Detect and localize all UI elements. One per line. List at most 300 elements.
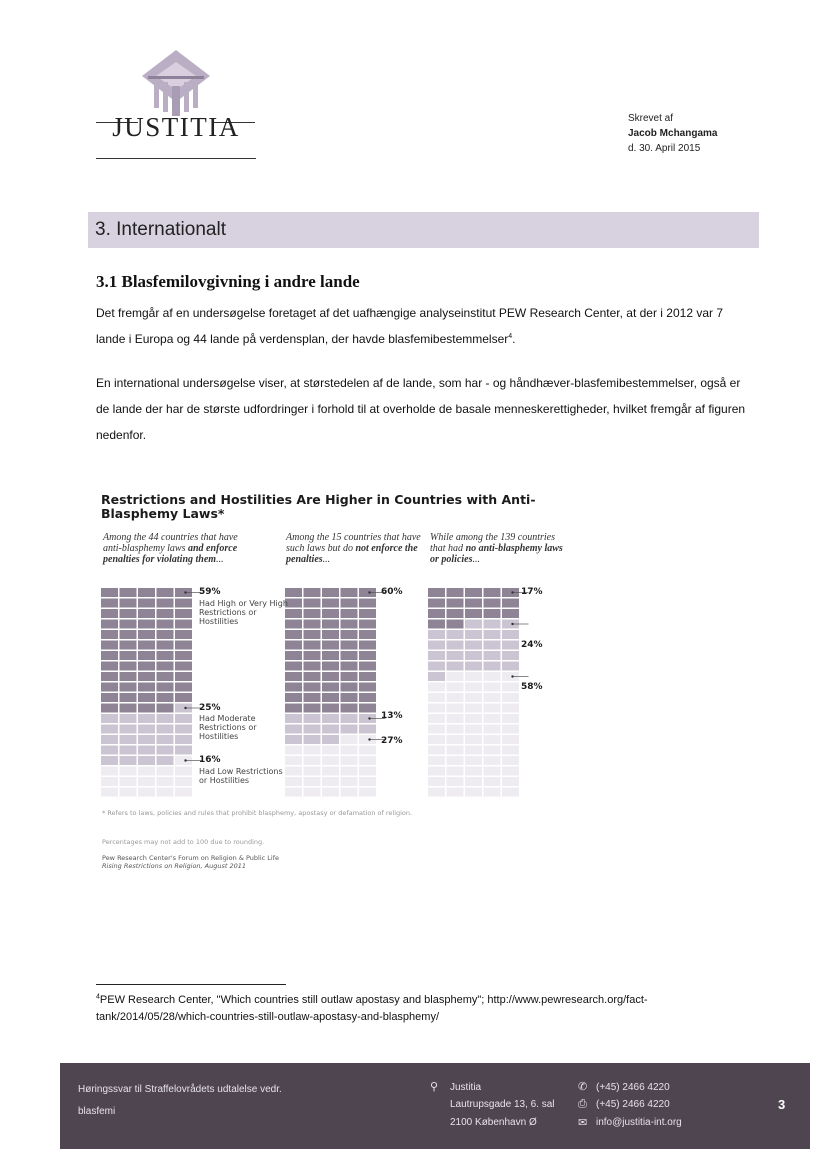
- byline-author: Jacob Mchangama: [628, 128, 718, 139]
- waffle-cell-col3-low: [447, 777, 464, 786]
- waffle-cell-col3-low: [428, 756, 445, 765]
- waffle-cell-col1-high: [138, 588, 155, 597]
- waffle-cell-col1-low: [138, 777, 155, 786]
- waffle-cell-col1-moderate: [157, 725, 174, 734]
- waffle-cell-col2-moderate: [304, 714, 321, 723]
- waffle-cell-col3-high: [447, 588, 464, 597]
- waffle-cell-col2-high: [322, 672, 339, 681]
- waffle-cell-col2-high: [285, 693, 302, 702]
- waffle-cell-col3-low: [502, 693, 519, 702]
- waffle-cell-col1-moderate: [138, 725, 155, 734]
- waffle-cell-col1-moderate: [138, 746, 155, 755]
- waffle-cell-col1-moderate: [120, 735, 137, 744]
- waffle-cell-col3-low: [428, 788, 445, 797]
- waffle-cell-col2-high: [341, 704, 358, 713]
- waffle-cell-col3-low: [484, 704, 501, 713]
- waffle-cell-col1-moderate: [138, 714, 155, 723]
- waffle-cell-col3-low: [428, 714, 445, 723]
- waffle-cell-col3-high: [465, 599, 482, 608]
- footer-address2: 2100 København Ø: [450, 1117, 537, 1128]
- waffle-cell-col3-low: [465, 725, 482, 734]
- waffle-cell-col3-moderate: [502, 641, 519, 650]
- waffle-cell-col3-low: [428, 725, 445, 734]
- waffle-cell-col3-low: [447, 735, 464, 744]
- waffle-cell-col1-low: [157, 767, 174, 776]
- waffle-cell-col1-low: [101, 777, 118, 786]
- chart-source: Pew Research Center's Forum on Religion & Public Life: [102, 854, 279, 862]
- waffle-cell-col3-low: [465, 714, 482, 723]
- waffle-cell-col1-high: [120, 620, 137, 629]
- waffle-cell-col1-moderate: [175, 746, 192, 755]
- waffle-cell-col3-high: [465, 588, 482, 597]
- waffle-cell-col1-low: [138, 788, 155, 797]
- waffle-cell-col2-low: [341, 756, 358, 765]
- waffle-cell-col1-high: [175, 641, 192, 650]
- waffle-cell-col3-moderate: [428, 651, 445, 660]
- waffle-cell-col1-high: [138, 662, 155, 671]
- waffle-cell-col3-high: [502, 599, 519, 608]
- waffle-cell-col1-high: [138, 683, 155, 692]
- waffle-cell-col3-low: [502, 777, 519, 786]
- waffle-cell-col3-low: [428, 683, 445, 692]
- waffle-cell-col3-low: [502, 704, 519, 713]
- waffle-cell-col3-high: [428, 620, 445, 629]
- waffle-cell-col1-high: [138, 641, 155, 650]
- waffle-cell-col2-high: [341, 683, 358, 692]
- waffle-cell-col3-low: [465, 756, 482, 765]
- waffle-cell-col2-high: [359, 672, 376, 681]
- waffle-cell-col3-moderate: [465, 662, 482, 671]
- waffle-cell-col2-high: [359, 609, 376, 618]
- waffle-cell-col3-moderate: [447, 651, 464, 660]
- waffle-cell-col3-low: [502, 746, 519, 755]
- waffle-cell-col2-high: [359, 683, 376, 692]
- pct-label-col2-moderate: 13%: [381, 711, 403, 721]
- email-icon: ✉: [578, 1117, 588, 1129]
- waffle-cell-col3-low: [447, 714, 464, 723]
- waffle-cell-col2-high: [341, 641, 358, 650]
- waffle-cell-col1-high: [157, 588, 174, 597]
- waffle-cell-col3-moderate: [502, 662, 519, 671]
- column-label-no-laws-end: ...: [472, 554, 480, 565]
- waffle-cell-col2-low: [341, 767, 358, 776]
- waffle-cell-col1-high: [175, 599, 192, 608]
- waffle-cell-col1-high: [120, 683, 137, 692]
- waffle-cell-col1-high: [101, 662, 118, 671]
- waffle-cell-col1-high: [175, 672, 192, 681]
- waffle-cell-col2-high: [322, 641, 339, 650]
- waffle-cell-col1-moderate: [120, 746, 137, 755]
- waffle-cell-col3-moderate: [465, 620, 482, 629]
- waffle-cell-col2-high: [285, 651, 302, 660]
- waffle-cell-col1-high: [175, 609, 192, 618]
- waffle-cell-col1-high: [175, 662, 192, 671]
- waffle-cell-col1-high: [101, 599, 118, 608]
- waffle-cell-col2-high: [322, 693, 339, 702]
- waffle-cell-col1-high: [157, 672, 174, 681]
- waffle-cell-col2-low: [341, 746, 358, 755]
- waffle-cell-col2-low: [341, 735, 358, 744]
- waffle-cell-col2-high: [304, 620, 321, 629]
- subsection-heading: 3.1 Blasfemilovgivning i andre lande: [96, 272, 360, 291]
- waffle-cell-col1-low: [175, 788, 192, 797]
- waffle-cell-col1-high: [101, 630, 118, 639]
- waffle-cell-col1-low: [157, 788, 174, 797]
- waffle-cell-col2-low: [359, 746, 376, 755]
- waffle-cell-col2-high: [304, 641, 321, 650]
- waffle-cell-col3-low: [465, 693, 482, 702]
- pct-label-col2-low: 27%: [381, 736, 403, 746]
- footer-email[interactable]: info@justitia-int.org: [596, 1117, 682, 1128]
- waffle-cell-col2-moderate: [304, 735, 321, 744]
- page-number: 3: [778, 1097, 786, 1112]
- justitia-logo-icon: [96, 48, 256, 163]
- waffle-cell-col1-high: [101, 683, 118, 692]
- leader-dot-col1-low: [184, 759, 186, 761]
- waffle-cell-col1-high: [120, 662, 137, 671]
- waffle-cell-col2-low: [304, 767, 321, 776]
- paragraph-1-end: .: [512, 332, 516, 346]
- waffle-cell-col2-high: [285, 672, 302, 681]
- leader-dot-col2-low: [368, 738, 370, 740]
- waffle-cell-col3-moderate: [484, 630, 501, 639]
- waffle-cell-col3-low: [447, 725, 464, 734]
- waffle-cell-col3-low: [465, 788, 482, 797]
- waffle-cell-col1-high: [101, 651, 118, 660]
- chart-source-title: Rising Restrictions on Religion, August 2011: [102, 862, 247, 870]
- footer-title-line1: Høringssvar til Straffelovrådets udtalelse vedr.: [78, 1084, 282, 1095]
- waffle-cell-col3-low: [502, 735, 519, 744]
- waffle-cell-col2-high: [341, 630, 358, 639]
- waffle-cell-col3-moderate: [484, 641, 501, 650]
- waffle-cell-col2-high: [304, 683, 321, 692]
- leader-dot-col1-high: [184, 591, 186, 593]
- column-label-not-enforce-text: Among the 15 countries that have such laws but do: [286, 532, 421, 554]
- desc-col1-moderate: Had Moderate Restrictions or Hostilities: [199, 714, 257, 741]
- waffle-cell-col2-high: [359, 599, 376, 608]
- column-label-enforce: [103, 532, 243, 565]
- leader-dot-col3-low: [511, 675, 513, 677]
- waffle-cell-col3-moderate: [484, 620, 501, 629]
- waffle-cell-col2-high: [322, 704, 339, 713]
- waffle-cell-col3-low: [502, 683, 519, 692]
- waffle-cell-col1-high: [175, 620, 192, 629]
- waffle-cell-col3-low: [428, 735, 445, 744]
- waffle-cell-col1-low: [138, 767, 155, 776]
- waffle-cell-col2-high: [359, 641, 376, 650]
- waffle-cell-col3-moderate: [502, 630, 519, 639]
- waffle-cell-col2-high: [341, 693, 358, 702]
- pct-label-col1-moderate: 25%: [199, 703, 221, 713]
- phone-icon: ✆: [578, 1081, 588, 1093]
- waffle-cell-col3-high: [502, 609, 519, 618]
- waffle-cell-col3-moderate: [502, 651, 519, 660]
- footnote-reference[interactable]: 4: [508, 333, 513, 340]
- column-label-enforce-end: ...: [216, 554, 224, 565]
- footer-fax: (+45) 2466 4220: [596, 1099, 670, 1110]
- pct-label-col1-high: 59%: [199, 587, 221, 597]
- waffle-cell-col2-high: [341, 609, 358, 618]
- waffle-cell-col2-high: [359, 630, 376, 639]
- waffle-cell-col3-high: [428, 588, 445, 597]
- waffle-cell-col2-high: [322, 630, 339, 639]
- waffle-cell-col1-moderate: [120, 725, 137, 734]
- waffle-cell-col1-high: [138, 704, 155, 713]
- waffle-cell-col1-high: [157, 651, 174, 660]
- waffle-cell-col2-high: [304, 672, 321, 681]
- waffle-cell-col1-high: [120, 599, 137, 608]
- waffle-cell-col1-high: [138, 651, 155, 660]
- waffle-cell-col3-moderate: [465, 651, 482, 660]
- logo-wordmark: JUSTITIA: [112, 112, 240, 142]
- byline-date: d. 30. April 2015: [628, 143, 701, 154]
- waffle-cell-col2-high: [285, 630, 302, 639]
- waffle-cell-col3-moderate: [484, 662, 501, 671]
- waffle-cell-col2-high: [285, 683, 302, 692]
- waffle-cell-col2-low: [359, 788, 376, 797]
- waffle-cell-col3-moderate: [428, 662, 445, 671]
- waffle-cell-col1-high: [138, 693, 155, 702]
- waffle-cell-col1-moderate: [157, 756, 174, 765]
- waffle-cell-col3-low: [428, 777, 445, 786]
- waffle-cell-col1-high: [138, 630, 155, 639]
- waffle-cell-col1-high: [175, 651, 192, 660]
- footnote-number: 4: [96, 993, 100, 1001]
- column-label-not-enforce: [286, 532, 426, 565]
- waffle-cell-col1-moderate: [101, 746, 118, 755]
- waffle-cell-col3-high: [447, 599, 464, 608]
- waffle-cell-col2-low: [304, 756, 321, 765]
- waffle-cell-col2-high: [304, 662, 321, 671]
- waffle-cell-col3-low: [447, 693, 464, 702]
- waffle-cell-col2-low: [359, 756, 376, 765]
- waffle-cell-col1-low: [157, 777, 174, 786]
- chart-title: Restrictions and Hostilities Are Higher in Countries with Anti-Blasphemy Laws*: [101, 492, 536, 521]
- chart-note-definition: * Refers to laws, policies and rules that prohibit blasphemy, apostasy or defamation of religion.: [102, 809, 413, 817]
- waffle-cell-col2-moderate: [359, 725, 376, 734]
- waffle-cell-col2-low: [304, 788, 321, 797]
- desc-col1-low: Had Low Restrictions or Hostilities: [199, 767, 283, 785]
- waffle-cell-col1-moderate: [157, 714, 174, 723]
- leader-dot-col3-high: [511, 591, 513, 593]
- waffle-cell-col2-low: [359, 767, 376, 776]
- page-footer: [60, 1063, 810, 1149]
- pct-label-col3-moderate: 24%: [521, 640, 543, 650]
- waffle-cell-col3-low: [447, 704, 464, 713]
- paragraph-1-text: Det fremgår af en undersøgelse foretaget af det uafhængige analyseinstitut PEW Research Center, at der i 2012 var 7 lande i Europa og 44 lande på verdensplan, der havde blasfemibestemmelser: [96, 306, 724, 346]
- fax-icon: ⎙: [578, 1098, 587, 1110]
- waffle-cell-col1-high: [101, 620, 118, 629]
- waffle-cell-col2-high: [341, 588, 358, 597]
- waffle-cell-col3-low: [465, 767, 482, 776]
- waffle-cell-col1-low: [120, 777, 137, 786]
- waffle-cell-col1-high: [101, 704, 118, 713]
- waffle-cell-col2-low: [304, 746, 321, 755]
- waffle-cell-col1-high: [101, 609, 118, 618]
- waffle-cell-col1-high: [157, 693, 174, 702]
- waffle-cell-col2-high: [359, 662, 376, 671]
- waffle-cell-col2-moderate: [341, 714, 358, 723]
- waffle-cell-col3-moderate: [465, 630, 482, 639]
- waffle-cell-col2-low: [341, 777, 358, 786]
- waffle-cell-col1-high: [175, 630, 192, 639]
- waffle-cell-col1-moderate: [120, 756, 137, 765]
- waffle-cell-col3-low: [447, 683, 464, 692]
- waffle-cell-col1-moderate: [138, 735, 155, 744]
- waffle-cell-col1-high: [120, 651, 137, 660]
- waffle-cell-col2-high: [304, 693, 321, 702]
- waffle-cell-col1-moderate: [175, 714, 192, 723]
- waffle-cell-col2-low: [322, 788, 339, 797]
- waffle-cell-col2-moderate: [322, 735, 339, 744]
- waffle-cell-col3-moderate: [447, 641, 464, 650]
- waffle-cell-col1-low: [175, 777, 192, 786]
- footnote-divider: [96, 984, 286, 985]
- waffle-cell-col2-high: [359, 651, 376, 660]
- waffle-cell-col2-moderate: [322, 725, 339, 734]
- waffle-cell-col2-high: [285, 662, 302, 671]
- waffle-cell-col3-high: [484, 599, 501, 608]
- leader-dot-col2-high: [368, 591, 370, 593]
- waffle-cell-col3-low: [484, 777, 501, 786]
- column-label-no-laws-text: While among the 139 countries that had: [430, 532, 555, 554]
- waffle-cell-col3-low: [465, 735, 482, 744]
- waffle-cell-col1-moderate: [101, 725, 118, 734]
- waffle-cell-col3-low: [447, 672, 464, 681]
- waffle-cell-col1-high: [157, 704, 174, 713]
- waffle-cell-col1-high: [101, 693, 118, 702]
- waffle-cell-col1-high: [157, 599, 174, 608]
- waffle-cell-col3-low: [465, 746, 482, 755]
- column-label-no-laws-bold: no anti-blasphemy laws or policies: [430, 543, 563, 565]
- waffle-cell-col3-high: [484, 609, 501, 618]
- waffle-cell-col1-low: [175, 767, 192, 776]
- waffle-cell-col3-low: [428, 693, 445, 702]
- waffle-cell-col3-low: [502, 725, 519, 734]
- waffle-cell-col1-low: [120, 788, 137, 797]
- waffle-cell-col2-high: [322, 662, 339, 671]
- waffle-cell-col1-moderate: [157, 746, 174, 755]
- waffle-cell-col2-high: [304, 630, 321, 639]
- location-pin-icon: ⚲: [430, 1081, 439, 1093]
- waffle-cell-col3-moderate: [447, 662, 464, 671]
- leader-dot-col1-moderate: [184, 707, 186, 709]
- waffle-cell-col3-low: [484, 788, 501, 797]
- waffle-cell-col2-low: [322, 767, 339, 776]
- waffle-cell-col2-high: [341, 651, 358, 660]
- waffle-cell-col1-high: [101, 641, 118, 650]
- waffle-cell-col3-low: [465, 683, 482, 692]
- footer-org: Justitia: [450, 1082, 482, 1093]
- waffle-cell-col1-high: [157, 630, 174, 639]
- column-label-not-enforce-end: ...: [322, 554, 331, 565]
- waffle-cell-col3-high: [428, 599, 445, 608]
- byline-label: Skrevet af: [628, 113, 674, 124]
- waffle-cell-col1-high: [120, 641, 137, 650]
- paragraph-2: En international undersøgelse viser, at størstedelen af de lande, som har - og håndhæver-blasfemibestemmelser, også er de lande der har de største udfordringer i forhold til at overholde de basale menneskerettigheder, hvilket fremgår af figuren nedenfor.: [96, 376, 746, 442]
- waffle-cell-col3-low: [502, 788, 519, 797]
- waffle-cell-col3-moderate: [447, 630, 464, 639]
- waffle-cell-col1-moderate: [157, 735, 174, 744]
- waffle-cell-col2-low: [341, 788, 358, 797]
- waffle-cell-col2-low: [304, 777, 321, 786]
- footer-phone[interactable]: (+45) 2466 4220: [596, 1082, 670, 1093]
- footnote-text: PEW Research Center, "Which countries still outlaw apostasy and blasphemy"; http://www.pewresearch.org/fact-tank/2014/05/28/which-countries-still-outlaw-apostasy-and-blasphemy/: [96, 994, 648, 1023]
- waffle-cell-col1-high: [157, 609, 174, 618]
- leader-dot-col2-moderate: [368, 717, 370, 719]
- waffle-cell-col3-low: [447, 746, 464, 755]
- waffle-cell-col1-high: [138, 609, 155, 618]
- waffle-cell-col1-high: [138, 620, 155, 629]
- waffle-cell-col2-high: [359, 693, 376, 702]
- waffle-cell-col2-low: [322, 746, 339, 755]
- waffle-cell-col1-moderate: [138, 756, 155, 765]
- waffle-cell-col3-moderate: [428, 630, 445, 639]
- chart-note-rounding: Percentages may not add to 100 due to rounding.: [102, 838, 265, 846]
- waffle-cell-col2-high: [341, 599, 358, 608]
- waffle-cell-col1-high: [101, 588, 118, 597]
- waffle-cell-col2-high: [304, 609, 321, 618]
- waffle-cell-col3-low: [502, 756, 519, 765]
- waffle-cell-col2-high: [304, 599, 321, 608]
- waffle-cell-col2-low: [322, 777, 339, 786]
- waffle-cell-col1-moderate: [175, 735, 192, 744]
- waffle-cell-col3-low: [484, 725, 501, 734]
- waffle-cell-col2-moderate: [322, 714, 339, 723]
- waffle-cell-col3-low: [484, 683, 501, 692]
- waffle-cell-col1-high: [120, 704, 137, 713]
- waffle-cell-col1-high: [157, 620, 174, 629]
- waffle-cell-col3-low: [484, 746, 501, 755]
- waffle-cell-col3-low: [484, 672, 501, 681]
- waffle-cell-col3-low: [428, 767, 445, 776]
- waffle-cell-col3-low: [502, 767, 519, 776]
- waffle-cell-col2-moderate: [304, 725, 321, 734]
- waffle-cell-col3-low: [465, 672, 482, 681]
- waffle-cell-col3-low: [484, 735, 501, 744]
- waffle-cell-col2-low: [322, 756, 339, 765]
- waffle-cell-col3-low: [447, 767, 464, 776]
- paragraph-1: [96, 300, 746, 352]
- waffle-cell-col2-high: [359, 620, 376, 629]
- waffle-cell-col2-high: [304, 704, 321, 713]
- waffle-cell-col1-high: [138, 599, 155, 608]
- waffle-cell-col3-low: [465, 777, 482, 786]
- waffle-cell-col2-low: [285, 788, 302, 797]
- waffle-cell-col2-high: [285, 641, 302, 650]
- waffle-cell-col1-low: [101, 767, 118, 776]
- waffle-cell-col2-high: [359, 704, 376, 713]
- waffle-cell-col1-high: [157, 683, 174, 692]
- column-label-enforce-bold: and enforce penalties for violating them: [103, 543, 238, 565]
- waffle-cell-col3-high: [428, 609, 445, 618]
- waffle-cell-col3-low: [428, 746, 445, 755]
- waffle-cell-col1-low: [101, 788, 118, 797]
- section-title: 3. Internationalt: [95, 219, 226, 240]
- waffle-cell-col1-high: [120, 609, 137, 618]
- waffle-cell-col2-moderate: [341, 725, 358, 734]
- column-label-no-laws: [430, 532, 570, 565]
- waffle-cell-col1-high: [101, 672, 118, 681]
- waffle-cell-col3-high: [447, 609, 464, 618]
- waffle-cell-col1-low: [120, 767, 137, 776]
- byline: [628, 111, 717, 156]
- pct-label-col2-high: 60%: [381, 587, 403, 597]
- waffle-cell-col2-high: [322, 609, 339, 618]
- pct-label-col3-high: 17%: [521, 587, 543, 597]
- waffle-cell-col3-low: [447, 788, 464, 797]
- waffle-cell-col3-moderate: [484, 651, 501, 660]
